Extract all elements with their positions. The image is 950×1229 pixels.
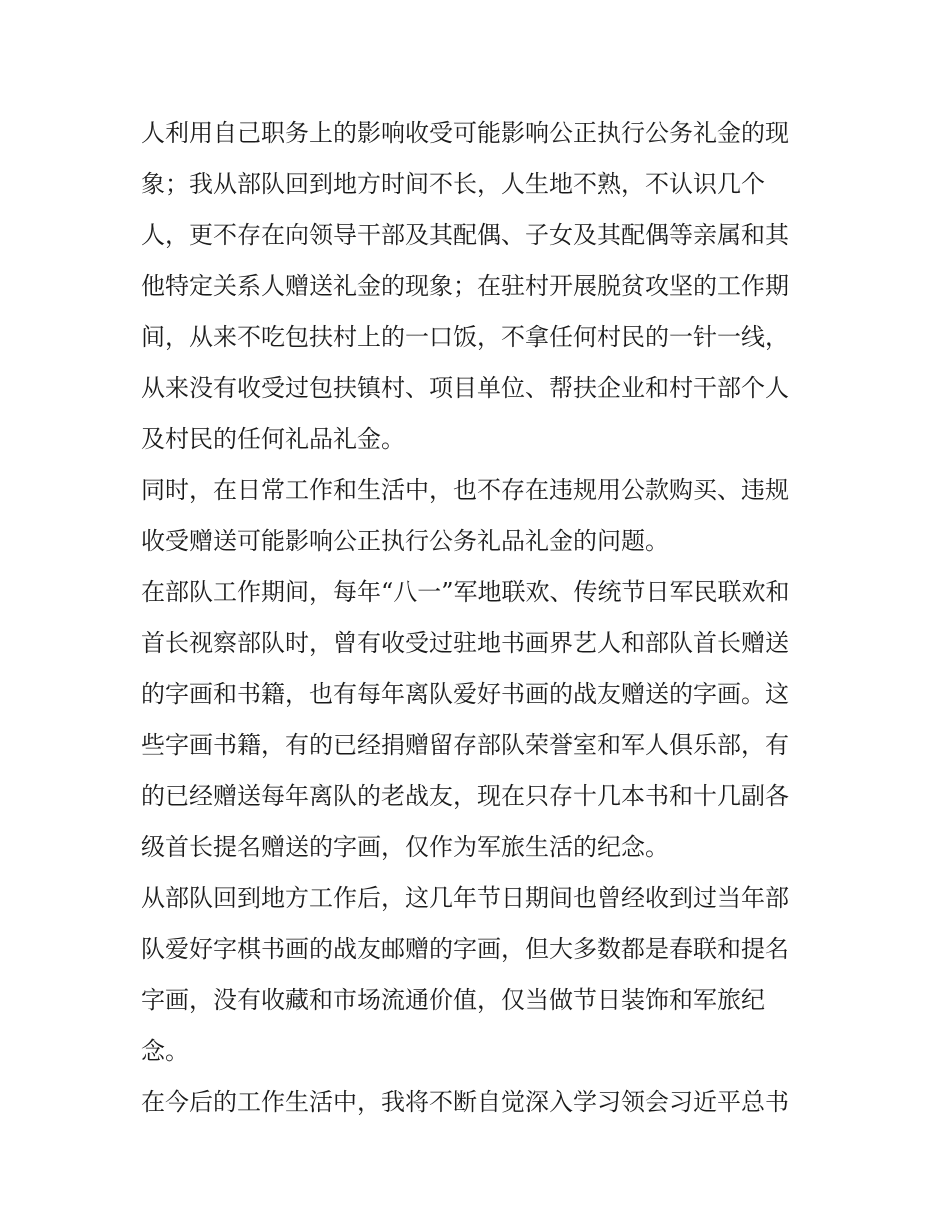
text-line: 人，更不存在向领导干部及其配偶、子女及其配偶等亲属和其 xyxy=(141,221,789,249)
text-line: 间，从来不吃包扶村上的一口饭，不拿任何村民的一针一线， xyxy=(141,323,789,351)
text-line: 在部队工作期间，每年“八一”军地联欢、传统节日军民联欢和 xyxy=(141,578,790,606)
text-line: 同时，在日常工作和生活中，也不存在违规用公款购买、违规 xyxy=(141,476,789,504)
text-line: 人利用自己职务上的影响收受可能影响公正执行公务礼金的现 xyxy=(141,119,789,147)
text-line: 队爱好字棋书画的战友邮赠的字画，但大多数都是春联和提名 xyxy=(141,935,789,963)
text-line: 念。 xyxy=(141,1037,189,1065)
text-line: 收受赠送可能影响公正执行公务礼品礼金的问题。 xyxy=(141,527,669,555)
text-line: 在今后的工作生活中，我将不断自觉深入学习领会习近平总书 xyxy=(141,1088,789,1116)
text-line: 首长视察部队时，曾有收受过驻地书画界艺人和部队首长赠送 xyxy=(141,629,789,657)
text-line: 从来没有收受过包扶镇村、项目单位、帮扶企业和村干部个人 xyxy=(141,374,789,402)
text-line: 些字画书籍，有的已经捐赠留存部队荣誉室和军人俱乐部，有 xyxy=(141,731,789,759)
text-line: 从部队回到地方工作后，这几年节日期间也曾经收到过当年部 xyxy=(141,884,789,912)
text-line: 的已经赠送每年离队的老战友，现在只存十几本书和十几副各 xyxy=(141,782,789,810)
text-line: 及村民的任何礼品礼金。 xyxy=(141,425,405,453)
text-line: 字画，没有收藏和市场流通价值，仅当做节日装饰和军旅纪 xyxy=(141,986,765,1014)
text-line: 他特定关系人赠送礼金的现象；在驻村开展脱贫攻坚的工作期 xyxy=(141,272,789,300)
text-line: 象；我从部队回到地方时间不长，人生地不熟，不认识几个 xyxy=(141,170,765,198)
body-text xyxy=(141,108,813,1128)
text-line: 的字画和书籍，也有每年离队爱好书画的战友赠送的字画。这 xyxy=(141,680,789,708)
text-line: 级首长提名赠送的字画，仅作为军旅生活的纪念。 xyxy=(141,833,669,861)
